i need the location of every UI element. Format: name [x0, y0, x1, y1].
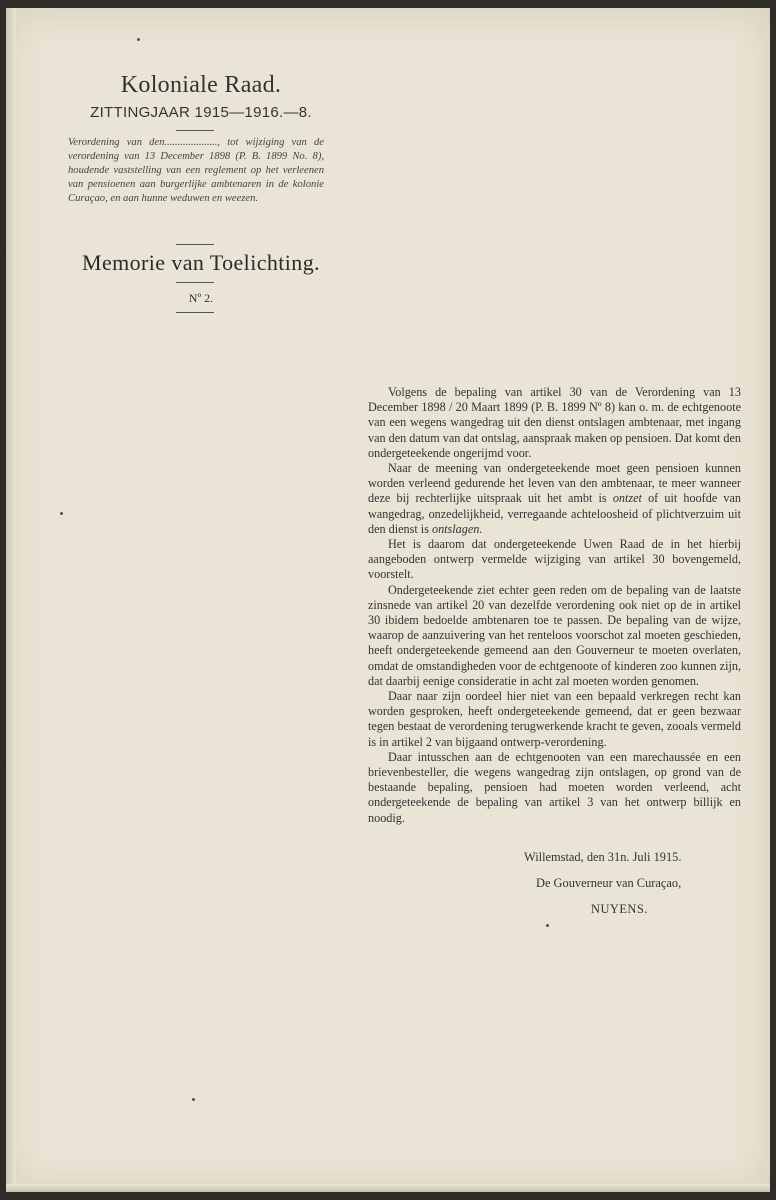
divider-rule — [176, 244, 214, 245]
document-heading: Memorie van Toelichting. — [82, 250, 320, 275]
page-bottom-edge — [6, 1184, 770, 1192]
paper-speck — [192, 1098, 195, 1101]
place-date: Willemstad, den 31n. Juli 1915. — [524, 850, 682, 864]
paragraph: Het is daarom dat ondergeteekende Uwen Raad de in het hierbij aangeboden ontwerp vermelde wijziging van artikel 30 bovengemeld, voorstelt. — [368, 537, 741, 582]
paragraph: Naar de meening van ondergeteekende moet geen pensioen kunnen worden verleend gedurende het leven van den ambtenaar, te meer wanneer deze bij rechterlijke uitspraak uit het ambt is ontzet of uit hoofde van wangedrag, onzedelijkheid, verregaande achteloosheid of plichtverzuim uit den dienst is ontslagen. — [368, 461, 741, 536]
emphasis: ontzet — [612, 491, 642, 506]
paper-speck — [60, 512, 63, 515]
paragraph: Ondergeteekende ziet echter geen reden om de bepaling van de laatste zinsnede van artikel 20 van dezelfde verordening ook niet op de in artikel 30 ibidem bedoelde ambtenaren toe te passen. De bepaling van de wijze, waarop de aanzuivering van het renteloos voorschot zal moeten geschieden, heeft ondergeteekende gemeend aan den Gouverneur te moeten overlaten, omdat de omstandigheden voor de echtgenoote of kinderen zoo kunnen zijn, dat daarbij eenige consideratie in acht zal moeten worden genomen. — [368, 582, 741, 688]
divider-rule — [176, 282, 214, 283]
paper-speck — [137, 38, 140, 41]
session-year: ZITTINGJAAR 1915—1916.—8. — [90, 104, 312, 121]
ordinance-subject: Verordening van den...................., tot wijziging van de verordening van 13 December 1898 (P. B. 1899 No. 8), houdende vaststelling van een reglement op het verleenen van pensioenen aan burgerlijke ambtenaren in de kolonie Curaçao, en aan hunne weduwen en weezen. — [68, 137, 324, 204]
explanatory-text — [368, 385, 741, 826]
emphasis: ontslagen. — [431, 521, 483, 536]
document-number: Nº 2. — [188, 291, 214, 305]
council-title: Koloniale Raad. — [120, 72, 282, 98]
paragraph: Daar intusschen aan de echtgenooten van een marechaussée en een brievenbesteller, die wegens wangedrag zijn ontslagen, op grond van de bestaande bepaling, pensioen had moeten worden verleend, acht ondergeteekende de bepaling van artikel 3 van het ontwerp billijk en noodig. — [368, 749, 741, 825]
paragraph: Daar naar zijn oordeel hier niet van een bepaald verkregen recht kan worden gesproken, heeft ondergeteekende gemeend, dat er geen bezwaar tegen bestaat de verordening terugwerkende kracht te geven, zooals vermeld is in artikel 2 van bijgaand ontwerp-verordening. — [368, 689, 741, 749]
signatory-name: NUYENS. — [591, 902, 648, 916]
signatory-office: De Gouverneur van Curaçao, — [536, 876, 682, 890]
paragraph: Volgens de bepaling van artikel 30 van de Verordening van 13 December 1898 / 20 Maart 1899 (P. B. 1899 Nº 8) kan o. m. de echtgenoote van een wegens wangedrag uit den dienst ontslagen ambtenaar, met ingang van den datum van dat ontslag, aanspraak maken op pensioen. Dat komt den ondergeteekende ongerijmd voor. — [368, 385, 741, 460]
document-page — [6, 8, 770, 1192]
page-spine — [6, 8, 16, 1192]
divider-rule — [176, 130, 214, 131]
paper-speck — [546, 924, 549, 927]
divider-rule — [176, 312, 214, 313]
